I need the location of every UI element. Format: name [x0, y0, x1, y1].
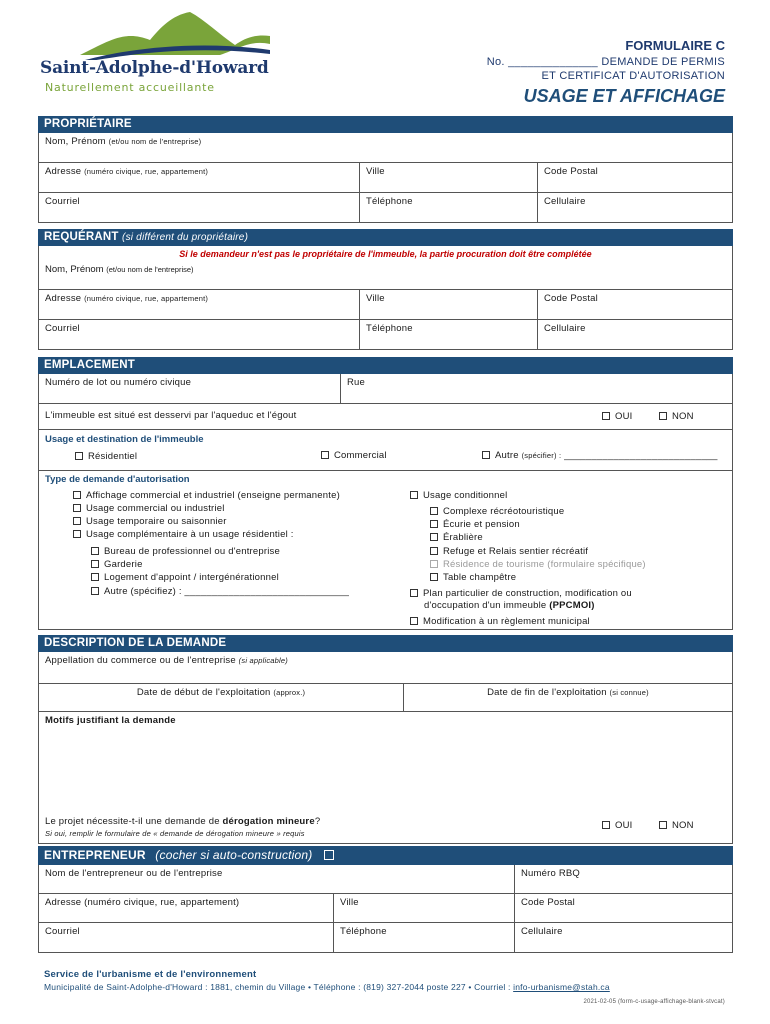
checkbox-icon	[430, 560, 438, 568]
section-heading-note: (cocher si auto-construction)	[155, 848, 313, 862]
ppcmoi-label-2	[424, 600, 595, 611]
form-code: FORMULAIRE C	[625, 38, 725, 53]
aqueduc-question: L'immeuble est situé est desservi par l'aqueduc et l'égout	[45, 410, 297, 421]
field-label: Date de fin de l'exploitation	[487, 687, 607, 698]
entrepreneur-nom-field[interactable]: Nom de l'entrepreneur ou de l'entreprise	[45, 868, 223, 879]
field-note: (et/ou nom de l'entreprise)	[108, 137, 202, 146]
type-sub-option[interactable]	[430, 546, 588, 557]
field-note: (si connue)	[609, 688, 649, 697]
field-label: Appellation du commerce ou de l'entreprise	[45, 655, 236, 666]
cellulaire-field[interactable]: Cellulaire	[537, 193, 732, 222]
checkbox-icon	[91, 560, 99, 568]
motifs-textarea[interactable]	[39, 728, 732, 813]
adresse-field[interactable]	[39, 290, 359, 319]
checkbox-label: NON	[672, 820, 694, 831]
entrepreneur-adresse-field[interactable]: Adresse (numéro civique, rue, appartement)	[45, 897, 240, 908]
appellation-field[interactable]	[39, 652, 732, 683]
modification-reglement-checkbox[interactable]	[410, 616, 590, 627]
form-row	[38, 404, 733, 430]
rue-field[interactable]: Rue	[340, 374, 732, 403]
auto-construction-checkbox[interactable]	[324, 850, 334, 860]
type-heading: Type de demande d'autorisation	[45, 474, 190, 485]
checkbox-label: OUI	[615, 820, 633, 831]
form-cert-line: ET CERTIFICAT D'AUTORISATION	[541, 70, 725, 82]
residentiel-checkbox[interactable]	[75, 451, 137, 462]
type-sub-option[interactable]	[91, 546, 280, 557]
aqueduc-non-checkbox[interactable]	[659, 411, 694, 422]
section-description	[38, 635, 733, 652]
usage-type-block	[38, 430, 733, 630]
checkbox-icon	[430, 533, 438, 541]
cellulaire-field[interactable]: Cellulaire	[537, 320, 732, 349]
lot-field[interactable]: Numéro de lot ou numéro civique	[45, 377, 192, 388]
type-sub-option[interactable]	[91, 586, 349, 597]
form-row	[38, 894, 733, 923]
entrepreneur-telephone-field[interactable]: Téléphone	[333, 923, 514, 952]
usage-conditionnel-checkbox[interactable]	[410, 490, 507, 501]
type-option[interactable]	[73, 529, 294, 540]
type-sub-option[interactable]	[430, 519, 520, 530]
courriel-field[interactable]: Courriel	[45, 323, 80, 334]
checkbox-icon	[73, 491, 81, 499]
checkbox-icon	[659, 412, 667, 420]
procuration-warning: Si le demandeur n'est pas le propriétaire de l'immeuble, la partie procuration doit être complétée	[179, 249, 592, 259]
field-label: Adresse	[45, 166, 82, 177]
checkbox-label: OUI	[615, 411, 633, 422]
checkbox-icon	[659, 821, 667, 829]
autre-line: ____________________________	[564, 450, 718, 461]
checkbox-icon	[602, 412, 610, 420]
checkbox-label: Résidence de tourisme (formulaire spécifique)	[443, 559, 646, 570]
type-sub-option[interactable]	[91, 572, 279, 583]
derogation-bold: dérogation mineure	[222, 816, 315, 827]
derogation-text: Le projet nécessite-t-il une demande de	[45, 816, 223, 827]
entrepreneur-code-postal-field[interactable]: Code Postal	[514, 894, 732, 922]
checkbox-icon	[73, 504, 81, 512]
aqueduc-oui-checkbox[interactable]	[602, 411, 633, 422]
type-sub-option[interactable]	[430, 506, 564, 517]
checkbox-label: Complexe récréotouristique	[443, 506, 565, 517]
mountain-logo-icon	[80, 10, 270, 60]
field-note: (et/ou nom de l'entreprise)	[106, 265, 194, 274]
footer-service: Service de l'urbanisme et de l'environnement	[44, 969, 257, 980]
form-row	[38, 684, 733, 712]
ppcmoi-code: (PPCMOI)	[549, 600, 595, 611]
date-debut-field[interactable]	[39, 684, 403, 711]
code-postal-field[interactable]: Code Postal	[537, 163, 732, 192]
footer-ref: 2021-02-05 (form-c-usage-affichage-blank-stvcat)	[583, 999, 725, 1005]
checkbox-label: Plan particulier de construction, modification ou	[423, 588, 632, 599]
checkbox-label: Usage complémentaire à un usage résidentiel :	[86, 529, 294, 540]
checkbox-icon	[91, 587, 99, 595]
checkbox-label: Affichage commercial et industriel (enseigne permanente)	[86, 490, 340, 501]
form-row	[38, 923, 733, 953]
form-row	[38, 865, 733, 894]
checkbox-icon	[430, 573, 438, 581]
form-row	[38, 290, 733, 320]
motifs-textarea-label: Motifs justifiant la demande	[45, 715, 176, 726]
footer-email-link[interactable]: info-urbanisme@stah.ca	[513, 982, 610, 992]
code-postal-field[interactable]: Code Postal	[537, 290, 732, 319]
field-label: Adresse	[45, 293, 82, 304]
motifs-block	[38, 712, 733, 844]
type-sub-option-disabled	[430, 559, 646, 570]
derogation-mark: ?	[314, 816, 321, 827]
telephone-field[interactable]: Téléphone	[359, 193, 537, 222]
entrepreneur-ville-field[interactable]: Ville	[333, 894, 514, 922]
form-row	[38, 163, 733, 193]
form-row	[38, 374, 733, 404]
field-label: Nom, Prénom	[45, 136, 106, 147]
type-sub-option[interactable]	[91, 559, 143, 570]
field-label: Date de début de l'exploitation	[136, 687, 271, 698]
form-row	[38, 320, 733, 350]
checkbox-icon	[321, 451, 329, 459]
checkbox-icon	[410, 491, 418, 499]
checkbox-label: Commercial	[334, 450, 387, 461]
section-heading-note: (si différent du propriétaire)	[122, 232, 249, 243]
section-requerant	[38, 229, 733, 246]
entrepreneur-cellulaire-field[interactable]: Cellulaire	[514, 923, 732, 952]
type-option[interactable]	[73, 516, 227, 527]
commercial-checkbox[interactable]	[321, 450, 387, 461]
derogation-question	[45, 816, 320, 827]
form-row	[38, 246, 733, 290]
field-note: (spécifier) :	[521, 451, 562, 460]
ppcmoi-checkbox[interactable]	[410, 588, 632, 599]
checkbox-icon	[91, 573, 99, 581]
checkbox-label: Écurie et pension	[443, 519, 520, 530]
checkbox-icon	[430, 547, 438, 555]
checkbox-icon	[430, 520, 438, 528]
section-proprietaire	[38, 116, 733, 133]
checkbox-icon	[75, 452, 83, 460]
adresse-field[interactable]	[39, 163, 359, 192]
checkbox-label: NON	[672, 411, 694, 422]
form-row	[38, 133, 733, 163]
page-title: USAGE ET AFFICHAGE	[523, 86, 725, 106]
form-number-line: No. ______________ DEMANDE DE PERMIS	[486, 56, 725, 68]
logo-tagline: Naturellement accueillante	[45, 81, 215, 94]
derogation-oui-checkbox[interactable]	[602, 820, 633, 831]
checkbox-label: Modification à un règlement municipal	[423, 616, 590, 627]
courriel-field[interactable]: Courriel	[45, 196, 80, 207]
nom-field[interactable]	[45, 264, 194, 275]
checkbox-label: Garderie	[104, 559, 143, 570]
checkbox-label: Autre	[495, 450, 519, 461]
checkbox-label: Logement d'appoint / intergénérationnel	[104, 572, 279, 583]
autre-checkbox[interactable]	[482, 450, 718, 461]
type-sub-option[interactable]	[430, 532, 483, 543]
field-note: (numéro civique, rue, appartement)	[84, 294, 209, 303]
section-heading: DESCRIPTION DE LA DEMANDE	[44, 637, 227, 649]
checkbox-label: Autre (spécifiez) : ______________________________	[104, 586, 350, 597]
checkbox-icon	[91, 547, 99, 555]
telephone-field[interactable]: Téléphone	[359, 320, 537, 349]
field-note: (approx.)	[273, 688, 306, 697]
checkbox-icon	[410, 589, 418, 597]
date-fin-field[interactable]	[403, 684, 732, 711]
checkbox-label: d'occupation d'un immeuble	[424, 600, 547, 611]
entrepreneur-courriel-field[interactable]: Courriel	[45, 926, 80, 937]
rbq-field[interactable]: Numéro RBQ	[514, 865, 732, 893]
footer-address-text: Municipalité de Saint-Adolphe-d'Howard : 1881, chemin du Village • Téléphone : (819) 327-2044 poste 227 • Courriel :	[44, 982, 514, 992]
checkbox-icon	[73, 530, 81, 538]
checkbox-icon	[430, 507, 438, 515]
section-entrepreneur	[38, 846, 733, 865]
checkbox-label: Usage temporaire ou saisonnier	[86, 516, 227, 527]
ville-field[interactable]: Ville	[359, 163, 537, 192]
section-heading: ENTREPRENEUR	[44, 848, 146, 862]
section-heading: EMPLACEMENT	[44, 359, 136, 371]
derogation-non-checkbox[interactable]	[659, 820, 694, 831]
usage-heading: Usage et destination de l'immeuble	[45, 434, 204, 445]
section-emplacement	[38, 357, 733, 374]
checkbox-icon	[602, 821, 610, 829]
checkbox-label: Usage commercial ou industriel	[86, 503, 225, 514]
type-option[interactable]	[73, 490, 340, 501]
logo	[40, 10, 280, 100]
checkbox-label: Résidentiel	[88, 451, 138, 462]
derogation-note: Si oui, remplir le formulaire de « demande de dérogation mineure » requis	[45, 829, 305, 838]
checkbox-label: Refuge et Relais sentier récréatif	[443, 546, 589, 557]
type-sub-option[interactable]	[430, 572, 516, 583]
checkbox-label: Érablière	[443, 532, 483, 543]
form-row	[38, 652, 733, 684]
nom-field[interactable]	[39, 133, 732, 162]
checkbox-label: Bureau de professionnel ou d'entreprise	[104, 546, 280, 557]
checkbox-icon	[410, 617, 418, 625]
field-label: Nom, Prénom	[45, 264, 104, 275]
checkbox-icon	[73, 517, 81, 525]
divider	[39, 470, 732, 471]
section-heading: REQUÉRANT	[44, 231, 119, 243]
checkbox-icon	[482, 451, 490, 459]
type-option[interactable]	[73, 503, 225, 514]
checkbox-label: Table champêtre	[443, 572, 517, 583]
form-row	[38, 193, 733, 223]
checkbox-label: Usage conditionnel	[423, 490, 508, 501]
ville-field[interactable]: Ville	[359, 290, 537, 319]
field-note: (si applicable)	[238, 656, 288, 665]
logo-name: Saint-Adolphe-d'Howard	[40, 58, 269, 78]
field-note: (numéro civique, rue, appartement)	[84, 167, 209, 176]
footer-address	[44, 982, 610, 992]
section-heading: PROPRIÉTAIRE	[44, 118, 132, 130]
